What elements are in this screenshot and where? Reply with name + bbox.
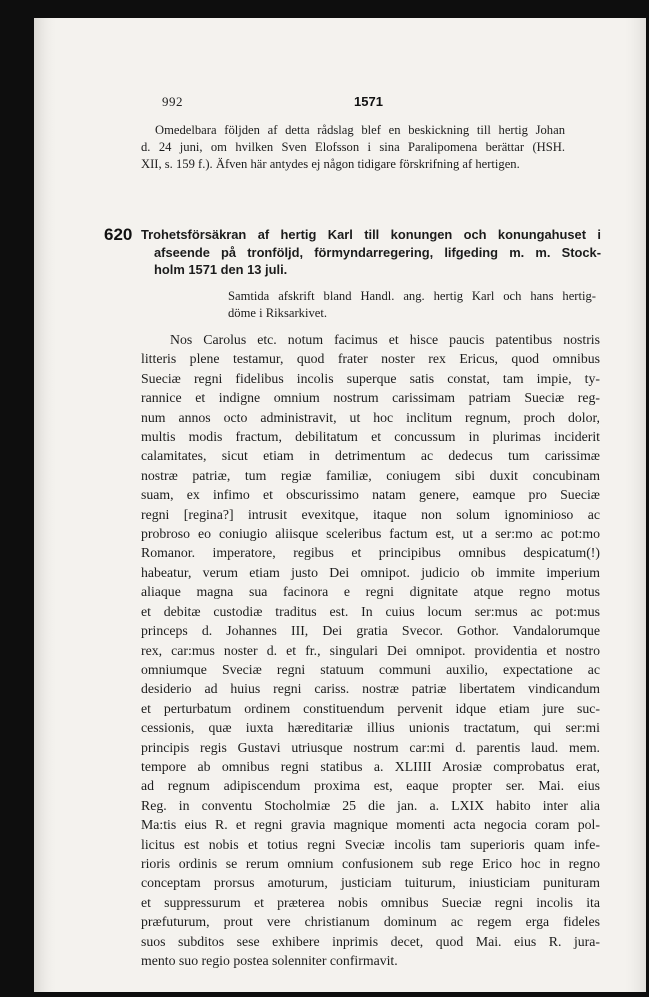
body-line: et perturbatum ordinem constituendum pervenit idque etiam jure suc- bbox=[141, 700, 600, 716]
body-line: aliaque magna sua facinora e regni dignitate atque regno motus bbox=[141, 584, 600, 600]
body-line: habeatur, verum etiam justo Dei omnipot. judicio ob immite imperium bbox=[141, 564, 600, 580]
heading-line: holm 1571 den 13 juli. bbox=[154, 262, 288, 277]
body-line: rioris ordinis se rerum omnium confusionem sub rege Erico hoc in regno bbox=[141, 855, 600, 871]
body-line: omniumque Sveciæ regni statuum communi auxilio, expectatione ac bbox=[141, 661, 600, 677]
body-line: nostræ patriæ, tum regiæ familiæ, coniugem sibi duxit concubinam bbox=[141, 467, 600, 483]
body-line: Nos Carolus etc. notum facimus et hisce paucis patentibus nostris bbox=[170, 332, 600, 347]
body-line: rannice et indigne omnium nostrum carissimam patriam Sueciæ reg- bbox=[141, 390, 600, 406]
running-head-year: 1571 bbox=[354, 94, 383, 109]
document-number: 620 bbox=[104, 225, 133, 244]
body-line: regni [regina?] intrusit evexitque, itaque non solum ignominioso ac bbox=[141, 506, 600, 522]
body-line: ad regnum adipiscendum proxima est, eaque propter ser. Mai. eius bbox=[141, 778, 600, 794]
body-line: cessionis, quæ iuxta hæreditariæ illius unionis tractatum, qui ser:mi bbox=[141, 720, 600, 736]
body-line: principis regis Gustavi utriusque nostrum car:mi d. parentis laud. mem. bbox=[141, 739, 600, 755]
source-note bbox=[228, 288, 596, 321]
body-line: licitus est nobis et totius regni Sveciæ incolis tam superioris quam infe- bbox=[141, 836, 600, 852]
source-line: döme i Riksarkivet. bbox=[228, 305, 327, 320]
text-line: Omedelbara följden af detta rådslag blef en beskickning till hertig Johan bbox=[155, 123, 565, 137]
body-line: tempore ab omnibus regni statibus a. XLIIII Arosiæ comprobatus erat, bbox=[141, 758, 600, 774]
page-sheet bbox=[34, 18, 646, 992]
text-line: XII, s. 159 f.). Äfven här antydes ej någon tidigare förskrifning af hertigen. bbox=[141, 157, 520, 171]
body-line: et debitæ custodiæ traditus est. In cuius locum ser:mus ac pot:mus bbox=[141, 603, 600, 619]
body-line: rex, car:mus noster d. et fr., singulari Dei omnipot. providentia et nostro bbox=[141, 642, 600, 658]
body-line: et suppressurum et præterea nobis omnibus Sueciæ regni incolis ita bbox=[141, 894, 600, 910]
body-line: suos subditos sese exhibere inprimis decet, quod Mai. eius R. jura- bbox=[141, 933, 600, 949]
body-line: calamitates, sicut etiam in detrimentum ac dedecus tum carissimæ bbox=[141, 448, 600, 464]
body-line: suam, ex infimo et obscurissimo natam genere, eamque pro Sueciæ bbox=[141, 487, 600, 503]
body-line: mento suo regio postea solenniter confirmavit. bbox=[141, 953, 398, 968]
body-line: præfuturum, prout vere christianum dominum ac regem erga fideles bbox=[141, 914, 600, 930]
body-line: Reg. in conventu Stocholmiæ 25 die jan. a. LXIX habito inter alia bbox=[141, 797, 600, 813]
document-body bbox=[141, 330, 600, 970]
body-line: litteris plene testamur, quod frater noster rex Ericus, quod omnibus bbox=[141, 351, 600, 367]
page-number: 992 bbox=[162, 94, 183, 109]
preceding-paragraph bbox=[141, 122, 565, 173]
body-line: probroso eo coniugio aliisque sceleribus factum est, ut a ser:mo ac pot:mo bbox=[141, 526, 600, 542]
source-line: Samtida afskrift bland Handl. ang. hertig Karl och hans hertig- bbox=[228, 289, 596, 303]
body-line: desiderio ad huius regni cariss. nostræ patriæ libertatem vindicandum bbox=[141, 681, 600, 697]
body-line: Ma:tis eius R. et regni gravia magnique momenti acta negocia coram pol- bbox=[141, 817, 600, 833]
document-heading bbox=[141, 226, 601, 279]
heading-line: Trohetsförsäkran af hertig Karl till konungen och konungahuset i bbox=[141, 227, 601, 242]
body-line: Romanor. imperatore, regibus et principibus omnibus despicatum(!) bbox=[141, 545, 600, 561]
text-line: d. 24 juni, om hvilken Sven Elofsson i sina Paralipomena berättar (HSH. bbox=[141, 140, 565, 154]
body-line: conceptam prorsus amoturum, justiciam tuiturum, iniusticiam punituram bbox=[141, 875, 600, 891]
body-line: princeps d. Johannes III, Dei gratia Svecor. Gothor. Vandalorumque bbox=[141, 623, 600, 639]
heading-line: afseende på tronföljd, förmyndarregering, lifgeding m. m. Stock- bbox=[154, 244, 601, 260]
body-line: Sueciæ regni fidelibus incolis superque satis constat, tam impie, ty- bbox=[141, 370, 600, 386]
body-line: multis modis fractum, debilitatum et concussum in plurimas inciderit bbox=[141, 429, 600, 445]
body-line: num annos octo administravit, ut hoc inclitum regnum, proch dolor, bbox=[141, 409, 600, 425]
